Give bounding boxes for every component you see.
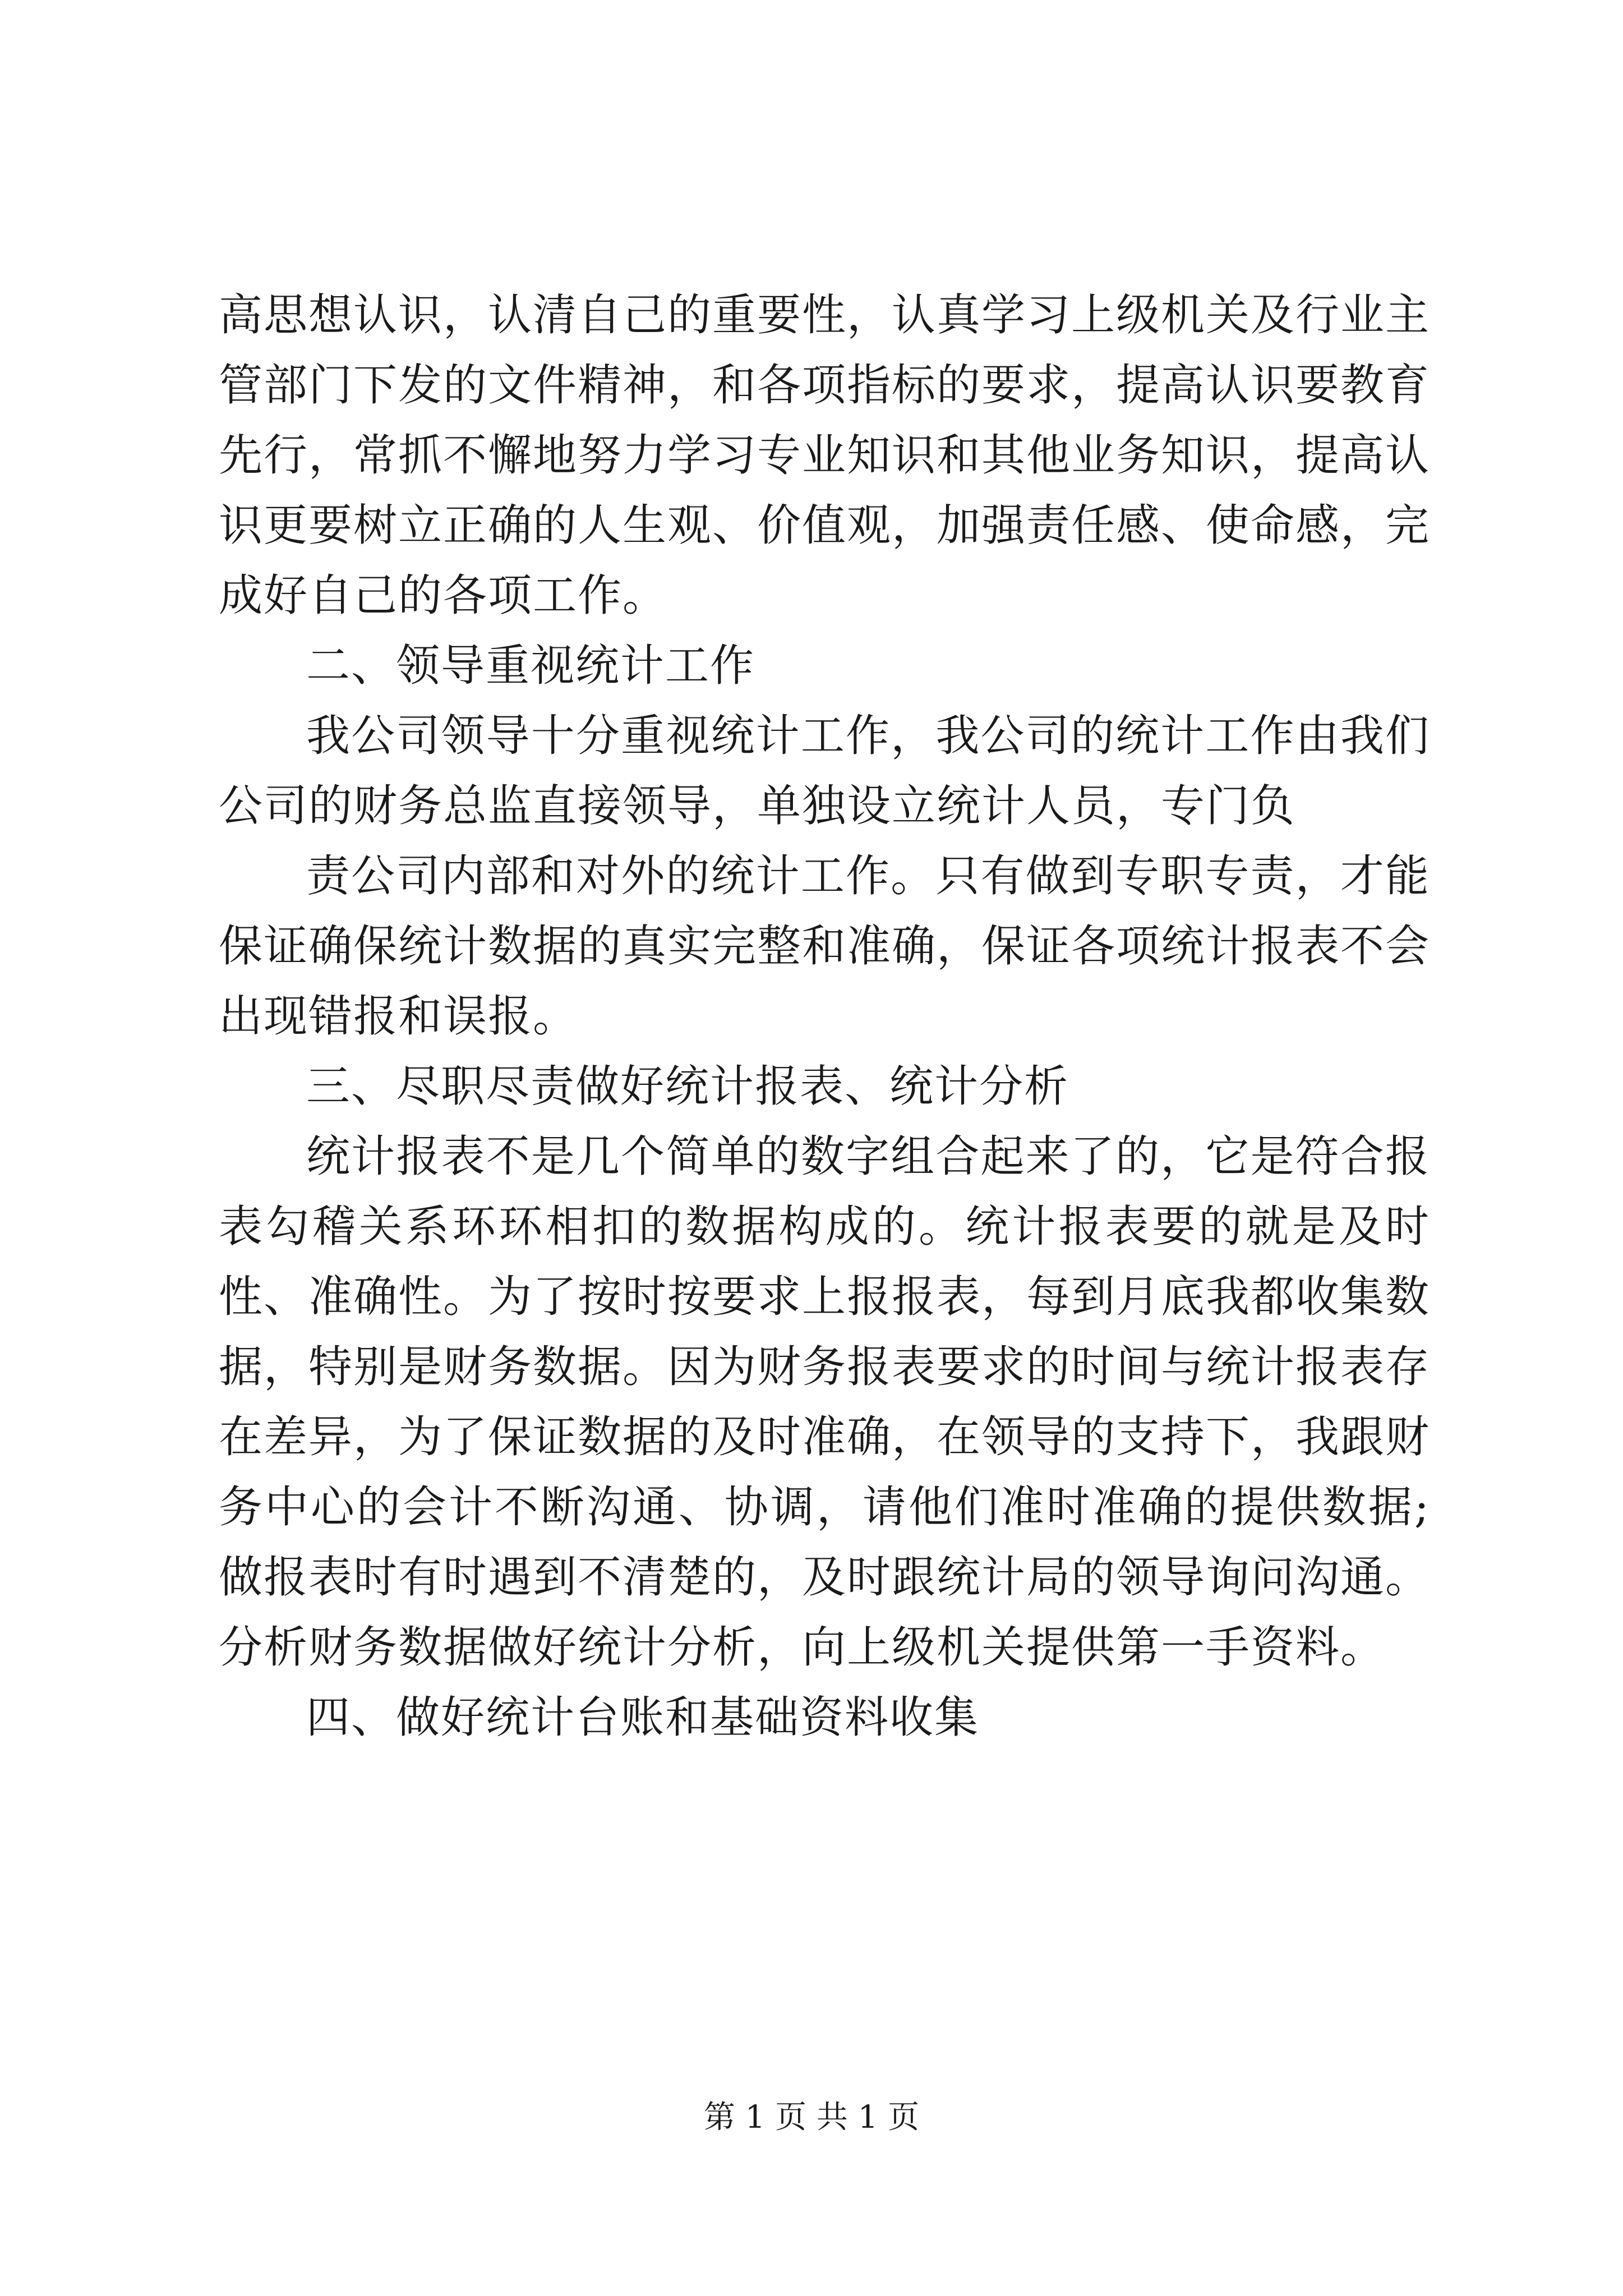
section-heading-4: 四、做好统计台账和基础资料收集 bbox=[306, 1692, 980, 1743]
section-heading-3: 三、尽职尽责做好统计报表、统计分析 bbox=[306, 1061, 1069, 1112]
paragraph-1: 高思想认识，认清自己的重要性，认真学习上级机关及行业主管部门下发的文件精神，和各项指标的要求，提高认识要教育先行，常抓不懈地努力学习专业知识和其他业务知识，提高认识更要树立正确的人生观、价值观，加强责任感、使命感，完成好自己的各项工作。 bbox=[219, 290, 1431, 621]
document-body bbox=[219, 280, 1430, 1753]
section-heading-2: 二、领导重视统计工作 bbox=[306, 641, 755, 691]
paragraph-4: 责公司内部和对外的统计工作。只有做到专职专责，才能保证确保统计数据的真实完整和准确，保证各项统计报表不会出现错报和误报。 bbox=[219, 851, 1431, 1042]
paragraph-6: 统计报表不是几个简单的数字组合起来了的，它是符合报表勾稽关系环环相扣的数据构成的。统计报表要的就是及时性、准确性。为了按时按要求上报报表，每到月底我都收集数据，特别是财务数据。因为财务报表要求的时间与统计报表存在差异，为了保证数据的及时准确，在领导的支持下，我跟财务中心的会计不断沟通、协调，请他们准时准确的提供数据;做报表时有时遇到不清楚的，及时跟统计局的领导询问沟通。分析财务数据做好统计分析，向上级机关提供第一手资料。 bbox=[219, 1131, 1431, 1673]
page-footer: 第 1 页 共 1 页 bbox=[703, 2099, 920, 2136]
paragraph-3: 我公司领导十分重视统计工作，我公司的统计工作由我们公司的财务总监直接领导，单独设立统计人员，专门负 bbox=[219, 711, 1430, 831]
